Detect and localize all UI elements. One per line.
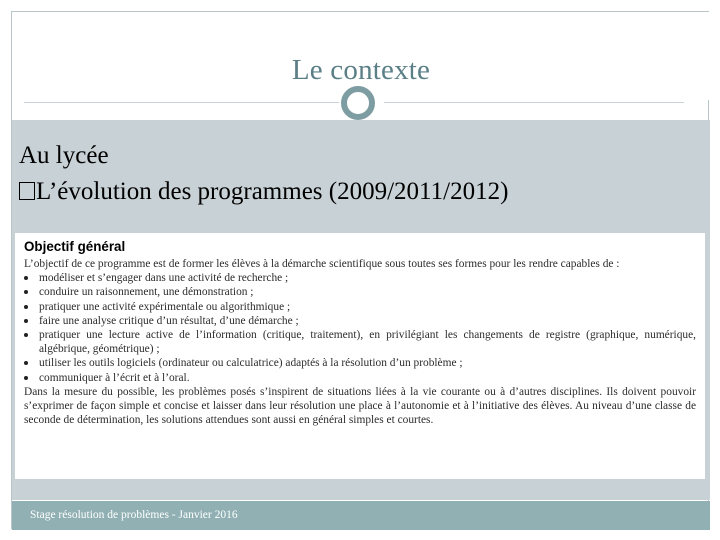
circle-ornament-icon — [341, 86, 375, 120]
footer-bar — [12, 501, 710, 530]
section-heading: Au lycée — [19, 142, 109, 169]
excerpt-title: Objectif général — [24, 239, 126, 254]
excerpt-intro: L’objectif de ce programme est de former les élèves à la démarche scientifique sous toutes ses formes pour les rendre capables de : — [24, 258, 620, 270]
excerpt-paragraph: Dans la mesure du possible, les problèmes posés s’inspirent de situations liées à la vie courante ou à d’autres disciplines. Ils doivent pouvoir s’exprimer de façon simple et concise et laisser dans leur résolution une place à l’autonomie et à l’initiative des élèves. Au niveau d’une classe de seconde de détermination, les solutions attendues sont aussi en général simples et courtes. — [24, 385, 696, 427]
slide-title: Le contexte — [291, 54, 431, 86]
square-bullet-icon — [19, 182, 35, 200]
program-evolution-bullet — [19, 178, 508, 206]
title-divider-right — [384, 102, 684, 103]
program-excerpt — [15, 233, 705, 479]
objective-item: utiliser les outils logiciels (ordinateur ou calculatrice) adaptés à la résolution d’un problème ; — [24, 356, 696, 370]
objective-item: conduire un raisonnement, une démonstration ; — [24, 285, 696, 299]
bullet-text: L’évolution des programmes (2009/2011/2012) — [36, 178, 509, 205]
footer-text: Stage résolution de problèmes - Janvier 2016 — [30, 509, 238, 521]
objectives-list — [24, 271, 696, 385]
objective-item: faire une analyse critique d’un résultat, d’une démarche ; — [24, 314, 696, 328]
objective-item: pratiquer une activité expérimentale ou algorithmique ; — [24, 300, 696, 314]
slide — [11, 11, 709, 529]
title-divider-left — [24, 102, 346, 103]
objective-item: modéliser et s’engager dans une activité de recherche ; — [24, 271, 696, 285]
content-area — [12, 120, 710, 500]
objective-item: communiquer à l’écrit et à l’oral. — [24, 371, 696, 385]
objective-item: pratiquer une lecture active de l’information (critique, traitement), en privilégiant les changements de registre (graphique, numérique, algébrique, géométrique) ; — [24, 328, 696, 356]
